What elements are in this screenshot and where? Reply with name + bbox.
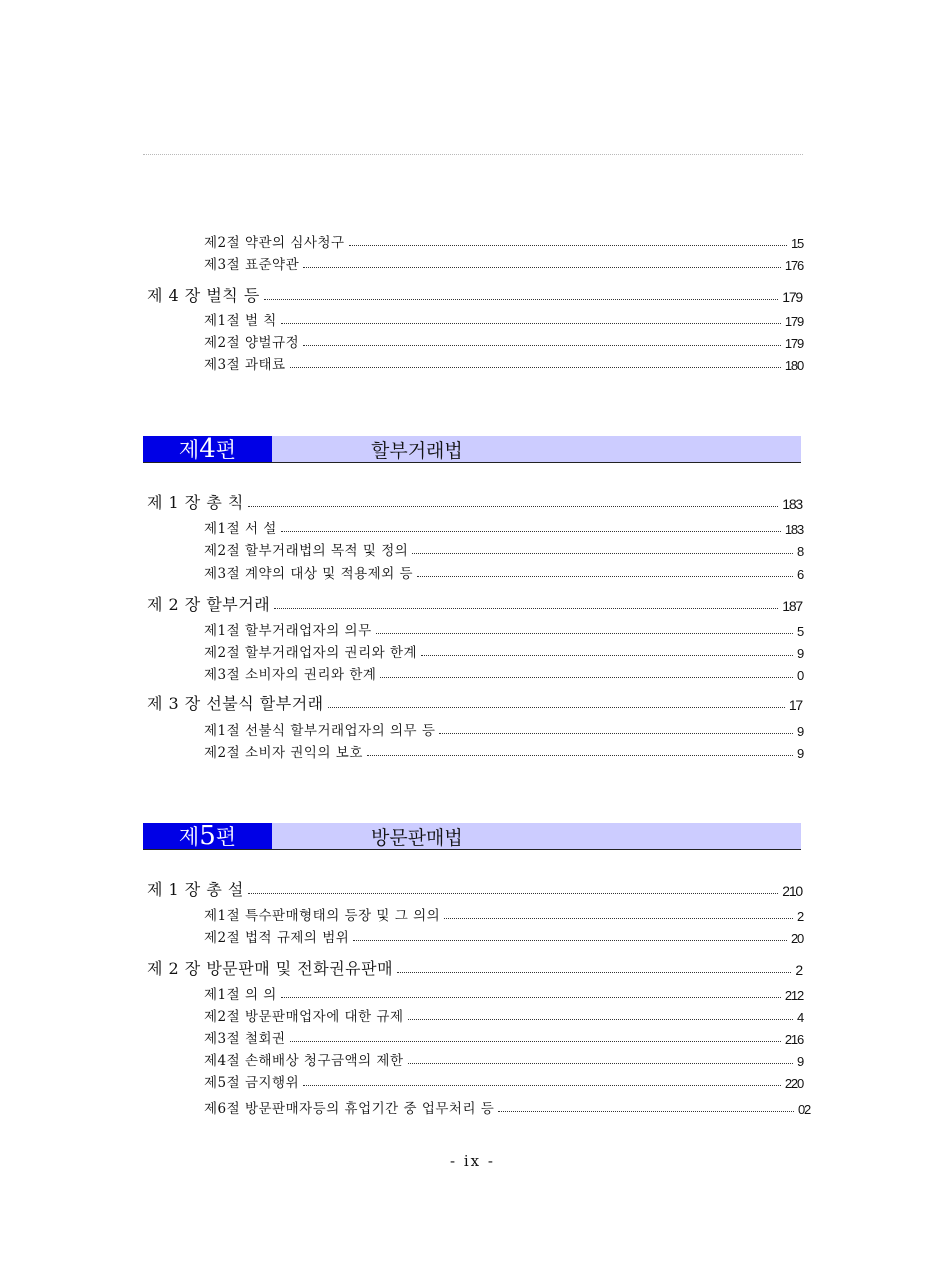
- toc-section-label: 제3절 표준약관: [204, 256, 300, 273]
- toc-section-row: [204, 230, 803, 250]
- dot-leader: [367, 755, 793, 756]
- dot-leader: [349, 245, 787, 246]
- toc-page-number: 4: [796, 1010, 803, 1025]
- toc-section-row: [204, 718, 803, 738]
- part-5-number-box: [143, 823, 272, 849]
- toc-section-label: 제3절 계약의 대상 및 적용제외 등: [204, 565, 414, 582]
- dot-leader: [380, 677, 793, 678]
- toc-section-row: [204, 330, 803, 350]
- part-4-number-box: [143, 436, 272, 462]
- toc-page-number: 220: [784, 1076, 803, 1091]
- toc-section-row: [204, 662, 803, 682]
- dot-leader: [353, 940, 787, 941]
- toc-chapter-label: 제 1 장 총 칙: [147, 493, 244, 512]
- toc-page-number: 02: [797, 1102, 810, 1117]
- toc-page-number: 2: [795, 962, 802, 978]
- toc-chapter-label: 제 2 장 방문판매 및 전화권유판매: [147, 959, 394, 978]
- dot-leader: [274, 608, 778, 609]
- dot-leader: [264, 299, 778, 300]
- toc-page-number: 183: [782, 496, 802, 512]
- toc-section-label: 제3절 과태료: [204, 356, 286, 373]
- toc-section-row: [204, 308, 803, 328]
- toc-section-label: 제1절 서 설: [204, 520, 277, 537]
- toc-section-label: 제2절 할부거래업자의 권리와 한계: [204, 644, 418, 661]
- toc-page-number: 183: [784, 522, 803, 537]
- dot-leader: [248, 506, 778, 507]
- toc-page-number: 216: [784, 1032, 803, 1047]
- toc-section-row: [204, 1070, 803, 1090]
- toc-section-row: [204, 1026, 803, 1046]
- part-5-suffix: 편: [215, 825, 237, 849]
- toc-page-number: 179: [784, 336, 803, 351]
- toc-page-number: 15: [790, 236, 803, 251]
- toc-section-label: 제4절 손해배상 청구금액의 제한: [204, 1052, 404, 1069]
- toc-section-label: 제1절 선불식 할부거래업자의 의무 등: [204, 722, 436, 739]
- top-dotted-rule: [143, 154, 803, 155]
- toc-page-number: 179: [784, 314, 803, 329]
- toc-chapter-row: [147, 282, 802, 304]
- toc-chapter-row: [147, 489, 802, 511]
- toc-section-label: 제2절 할부거래법의 목적 및 정의: [204, 542, 409, 559]
- dot-leader: [397, 972, 791, 973]
- toc-section-row: [204, 561, 803, 581]
- toc-page-number: 9: [796, 724, 803, 739]
- toc-section-label: 제2절 양벌규정: [204, 334, 300, 351]
- part-4-suffix: 편: [215, 438, 237, 462]
- dot-leader: [498, 1111, 794, 1112]
- toc-chapter-row: [147, 955, 802, 977]
- toc-section-row: [204, 640, 803, 660]
- toc-section-row: [204, 618, 803, 638]
- dot-leader: [421, 655, 793, 656]
- toc-section-row: [204, 252, 803, 272]
- dot-leader: [408, 1019, 793, 1020]
- dot-leader: [290, 367, 781, 368]
- toc-section-label: 제2절 소비자 권익의 보호: [204, 744, 363, 761]
- toc-chapter-label: 제 3 장 선불식 할부거래: [147, 694, 324, 713]
- toc-chapter-label: 제 1 장 총 설: [147, 880, 244, 899]
- dot-leader: [281, 323, 781, 324]
- part-4-prefix: 제: [178, 438, 200, 462]
- dot-leader: [303, 267, 781, 268]
- dot-leader: [303, 345, 781, 346]
- toc-section-label: 제3절 철회권: [204, 1030, 286, 1047]
- toc-page-number: 9: [796, 746, 803, 761]
- dot-leader: [328, 707, 785, 708]
- dot-leader: [290, 1041, 781, 1042]
- toc-page-number: 5: [796, 624, 803, 639]
- toc-section-label: 제2절 방문판매업자에 대한 규제: [204, 1008, 404, 1025]
- toc-section-row: [204, 1048, 803, 1068]
- toc-section-row: [204, 903, 803, 923]
- toc-page-number: 180: [784, 358, 803, 373]
- toc-section-row: [204, 352, 803, 372]
- toc-section-label: 제1절 벌 칙: [204, 312, 277, 329]
- part-4-banner: [143, 436, 801, 463]
- toc-section-label: 제3절 소비자의 권리와 한계: [204, 666, 377, 683]
- part-4-title: 할부거래법: [371, 439, 463, 462]
- toc-page-number: 212: [784, 988, 803, 1003]
- toc-page-number: 210: [782, 883, 802, 899]
- part-5-prefix: 제: [178, 825, 200, 849]
- toc-section-label: 제2절 법적 규제의 범위: [204, 929, 350, 946]
- toc-chapter-row: [147, 591, 802, 613]
- part-4-number: 4: [199, 434, 216, 464]
- toc-page-number: 9: [796, 1054, 803, 1069]
- toc-page-number: 20: [790, 931, 803, 946]
- dot-leader: [303, 1085, 781, 1086]
- toc-section-label: 제2절 약관의 심사청구: [204, 234, 345, 251]
- toc-section-label: 제6절 방문판매자등의 휴업기간 중 업무처리 등: [204, 1100, 495, 1117]
- toc-chapter-row: [147, 690, 802, 712]
- toc-section-row: [204, 1004, 803, 1024]
- toc-page-number: 179: [782, 289, 802, 305]
- dot-leader: [444, 918, 793, 919]
- toc-page-number: 9: [796, 646, 803, 661]
- toc-page-number: 8: [796, 544, 803, 559]
- toc-page-number: 187: [782, 598, 802, 614]
- dot-leader: [408, 1063, 793, 1064]
- toc-section-row: [204, 516, 803, 536]
- part-5-number: 5: [199, 821, 216, 851]
- toc-page-number: 176: [784, 258, 803, 273]
- dot-leader: [248, 893, 778, 894]
- toc-page-number: 0: [796, 668, 803, 683]
- toc-section-label: 제1절 할부거래업자의 의무: [204, 622, 372, 639]
- toc-chapter-label: 제 2 장 할부거래: [147, 595, 271, 614]
- toc-section-row: [204, 925, 803, 945]
- dot-leader: [412, 553, 793, 554]
- dot-leader: [281, 531, 781, 532]
- dot-leader: [417, 576, 793, 577]
- toc-section-label: 제1절 특수판매형태의 등장 및 그 의의: [204, 907, 441, 924]
- dot-leader: [376, 633, 793, 634]
- toc-section-label: 제5절 금지행위: [204, 1074, 300, 1091]
- part-5-banner: [143, 823, 801, 850]
- dot-leader: [439, 733, 793, 734]
- toc-section-row: [204, 740, 803, 760]
- toc-page-number: 17: [788, 697, 802, 713]
- dot-leader: [281, 997, 781, 998]
- toc-chapter-row: [147, 876, 802, 898]
- page-number-footer: - ix -: [450, 1152, 495, 1170]
- toc-section-row: [204, 538, 803, 558]
- toc-page-number: 6: [796, 567, 803, 582]
- toc-chapter-label: 제 4 장 벌칙 등: [147, 286, 260, 305]
- part-5-title: 방문판매법: [371, 826, 463, 849]
- toc-section-row: [204, 1096, 810, 1116]
- toc-page-number: 2: [796, 909, 803, 924]
- toc-section-label: 제1절 의 의: [204, 986, 277, 1003]
- toc-section-row: [204, 982, 803, 1002]
